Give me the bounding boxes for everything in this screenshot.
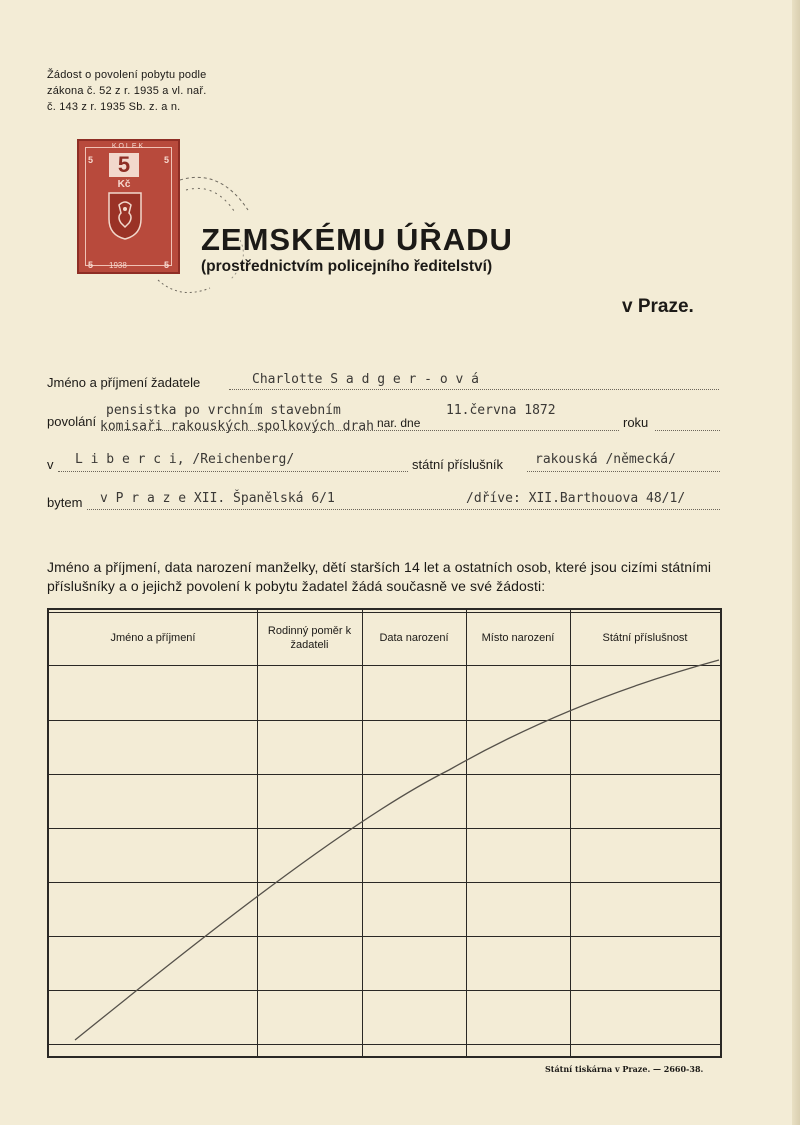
header-nationality: Státní příslušnost <box>602 632 688 644</box>
stamp-corner-bottom-right: 5 <box>163 260 169 270</box>
lion-shield-icon <box>105 191 145 241</box>
header-relationship: Rodinný poměr k žadateli <box>267 625 352 651</box>
legal-reference <box>47 67 207 115</box>
page-edge <box>792 0 800 1125</box>
residence-line <box>87 509 720 510</box>
header-birth-date: Data narození <box>379 632 449 644</box>
nationality-value: rakouská /německá/ <box>535 452 676 467</box>
applicant-name-line <box>229 389 719 390</box>
applicant-name-label: Jméno a příjmení žadatele <box>47 375 201 390</box>
birthplace-line <box>58 471 408 472</box>
nationality-line <box>527 471 720 472</box>
birth-year-line <box>655 430 720 431</box>
nationality-label: státní příslušník <box>412 457 504 472</box>
occupation-value-line-1: pensistka po vrchním stavebním <box>106 403 341 418</box>
co-applicants-table <box>47 608 722 1058</box>
header-name: Jméno a příjmení <box>110 632 196 644</box>
office-title: ZEMSKÉMU ÚŘADU <box>201 222 513 257</box>
residence-label: bytem <box>47 495 83 510</box>
legal-line-2: zákona č. 52 z r. 1935 a vl. nař. <box>47 85 207 97</box>
stamp-top-text: KOLEK <box>111 143 146 150</box>
stamp-year: 1938 <box>109 261 127 270</box>
office-subtitle: (prostřednictvím policejního ředitelství) <box>201 258 493 275</box>
stamp-corner-top-left: 5 <box>88 155 94 165</box>
birthplace-value: L i b e r c i, /Reichenberg/ <box>75 452 295 467</box>
previous-residence-value: /dříve: XII.Barthouova 48/1/ <box>466 491 686 506</box>
header-birth-place: Místo narození <box>481 632 555 644</box>
cancellation-slash <box>49 610 724 1060</box>
stamp-unit: Kč <box>117 179 131 190</box>
printer-imprint: Státní tiskárna v Praze. — 2660-38. <box>545 1064 704 1074</box>
legal-line-1: Žádost o povolení pobytu podle <box>47 69 207 81</box>
residence-value: v P r a z e XII. Španělská 6/1 <box>100 491 335 506</box>
occupation-label: povolání <box>47 414 97 429</box>
stamp-corner-top-right: 5 <box>163 155 169 165</box>
birth-date-label: nar. dne <box>377 416 421 430</box>
applicant-name-value: Charlotte S a d g e r - o v á <box>252 372 479 387</box>
birth-year-label: roku <box>623 415 649 430</box>
birth-date-value: 11.června 1872 <box>446 403 556 418</box>
stamp-corner-bottom-left: 5 <box>88 260 94 270</box>
office-city: v Praze. <box>622 296 694 317</box>
occupation-value-line-2: komisaři rakouských spolkových drah <box>100 419 374 434</box>
birthplace-prefix: v <box>47 457 54 472</box>
legal-line-3: č. 143 z r. 1935 Sb. z. a n. <box>47 101 181 113</box>
stamp-value: 5 <box>109 153 139 177</box>
co-applicants-notice: Jméno a příjmení, data narození manželky, dětí starších 14 let a ostatních osob, které jsou cizími státními příslušníky a o jejichž povolení k pobytu žadatel žádá současně ve své žádosti: <box>47 559 712 594</box>
occupation-line <box>101 430 619 431</box>
